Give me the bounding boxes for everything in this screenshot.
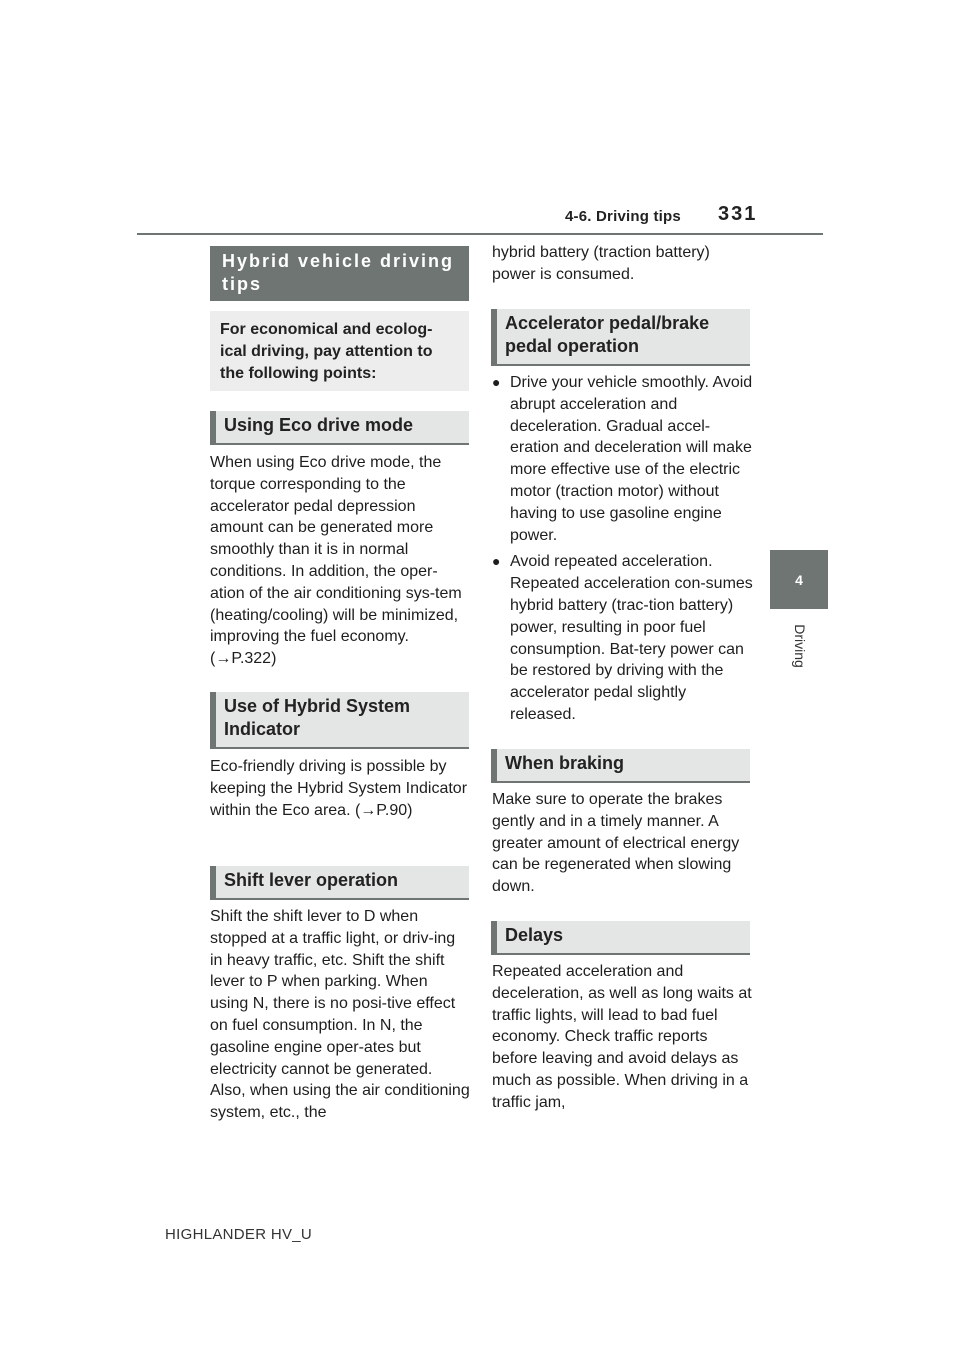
- heading-eco-drive-mode: Using Eco drive mode: [210, 411, 469, 445]
- bullet-icon: ●: [492, 374, 501, 390]
- continuation-text: hybrid battery (traction battery) power is consumed.: [492, 244, 710, 283]
- list-item: [492, 372, 754, 546]
- shift-lever-text: Shift the shift lever to D when stopped at a traffic light, or driv-ing in heavy traffic, etc. Shift the shift lever to P when parking. When using N, there is no posi-tive effect on fuel consumption. In N, the gasoline engine oper-ates but electricity cannot be generated. Also, when using the air conditioning system, etc., the: [210, 908, 470, 1122]
- chapter-label: Driving: [792, 624, 808, 668]
- page-number: 331: [718, 203, 758, 225]
- intro-box: For economical and ecolog-ical driving, pay attention to the following points:: [210, 311, 469, 391]
- hybrid-system-indicator-text: Eco-friendly driving is possible by keeping the Hybrid System Indicator within the Eco area. (→P.90): [210, 758, 468, 819]
- list-item: [492, 551, 754, 725]
- heading-shift-lever-operation: Shift lever operation: [210, 866, 469, 900]
- heading-hybrid-system-indicator: Use of Hybrid System Indicator: [210, 692, 469, 749]
- footer-model: HIGHLANDER HV_U: [165, 1226, 313, 1243]
- heading-delays: Delays: [491, 921, 750, 955]
- bullet-text: Drive your vehicle smoothly. Avoid abrupt acceleration and deceleration. Gradual accel-eration and deceleration will make more effective use of the electric motor (traction motor) without having to use gasoline engine power.: [510, 374, 753, 544]
- section-title: 4-6. Driving tips: [565, 208, 681, 225]
- main-heading: Hybrid vehicle driving tips: [210, 246, 469, 301]
- chapter-label-container: [788, 618, 812, 674]
- chapter-number: 4: [795, 571, 803, 588]
- bullet-icon: ●: [492, 553, 501, 570]
- heading-pedal-operation: Accelerator pedal/brake pedal operation: [491, 309, 750, 366]
- bullet-text: Avoid repeated acceleration. Repeated acceleration con-sumes hybrid battery (trac-tion battery) power, resulting in poor fuel consumption. Bat-tery power can be restored by driving with the accelerator pedal slightly released.: [510, 553, 753, 723]
- pedal-operation-list: [492, 372, 754, 731]
- when-braking-text: Make sure to operate the brakes gently and in a timely manner. A greater amount of electrical energy can be regenerated when slowing down.: [492, 791, 740, 896]
- chapter-tab[interactable]: [770, 550, 828, 609]
- heading-when-braking: When braking: [491, 749, 750, 783]
- delays-text: Repeated acceleration and deceleration, as well as long waits at traffic lights, will lead to bad fuel economy. Check traffic reports before leaving and avoid delays as much as possible. When driving in a traffic jam,: [492, 963, 752, 1111]
- header-divider: [137, 233, 823, 235]
- eco-drive-mode-text: When using Eco drive mode, the torque corresponding to the accelerator pedal depression amount can be generated more smoothly than it is in normal conditions. In addition, the oper-ation of the air conditioning sys-tem (heating/cooling) will be minimized, improving the fuel economy. (→P.322): [210, 454, 462, 668]
